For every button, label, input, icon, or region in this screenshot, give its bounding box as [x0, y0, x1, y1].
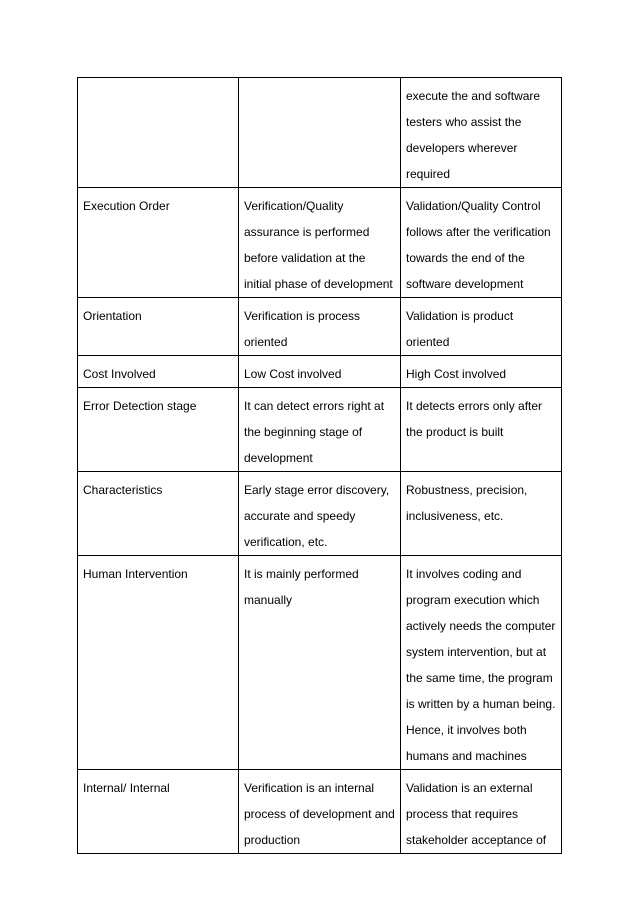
- criterion-cell: Execution Order: [78, 188, 239, 298]
- verification-cell: Verification is an internal process of development and production: [239, 770, 401, 854]
- validation-cell: It involves coding and program execution which actively needs the computer system intervention, but at the same time, the program is written by a human being. Hence, it involves both humans and machines: [401, 556, 562, 770]
- verification-cell: Low Cost involved: [239, 356, 401, 388]
- table-row: [78, 472, 562, 556]
- criterion-cell: Orientation: [78, 298, 239, 356]
- verification-cell: It can detect errors right at the beginning stage of development: [239, 388, 401, 472]
- validation-cell: It detects errors only after the product is built: [401, 388, 562, 472]
- verification-cell: Early stage error discovery, accurate and speedy verification, etc.: [239, 472, 401, 556]
- table-row: [78, 556, 562, 770]
- verification-cell: [239, 78, 401, 188]
- table-row: [78, 298, 562, 356]
- validation-cell: execute the and software testers who assist the developers wherever required: [401, 78, 562, 188]
- criterion-cell: Internal/ Internal: [78, 770, 239, 854]
- table-row: [78, 78, 562, 188]
- validation-cell: Validation/Quality Control follows after the verification towards the end of the software development: [401, 188, 562, 298]
- table-row: [78, 388, 562, 472]
- table-row: [78, 356, 562, 388]
- criterion-cell: Error Detection stage: [78, 388, 239, 472]
- table-row: [78, 770, 562, 854]
- criterion-cell: [78, 78, 239, 188]
- criterion-cell: Human Intervention: [78, 556, 239, 770]
- validation-cell: Robustness, precision, inclusiveness, etc.: [401, 472, 562, 556]
- criterion-cell: Cost Involved: [78, 356, 239, 388]
- verification-cell: It is mainly performed manually: [239, 556, 401, 770]
- validation-cell: Validation is product oriented: [401, 298, 562, 356]
- validation-cell: High Cost involved: [401, 356, 562, 388]
- validation-cell: Validation is an external process that requires stakeholder acceptance of: [401, 770, 562, 854]
- table-row: [78, 188, 562, 298]
- verification-cell: Verification is process oriented: [239, 298, 401, 356]
- comparison-table: [77, 77, 562, 854]
- criterion-cell: Characteristics: [78, 472, 239, 556]
- verification-cell: Verification/Quality assurance is performed before validation at the initial phase of development: [239, 188, 401, 298]
